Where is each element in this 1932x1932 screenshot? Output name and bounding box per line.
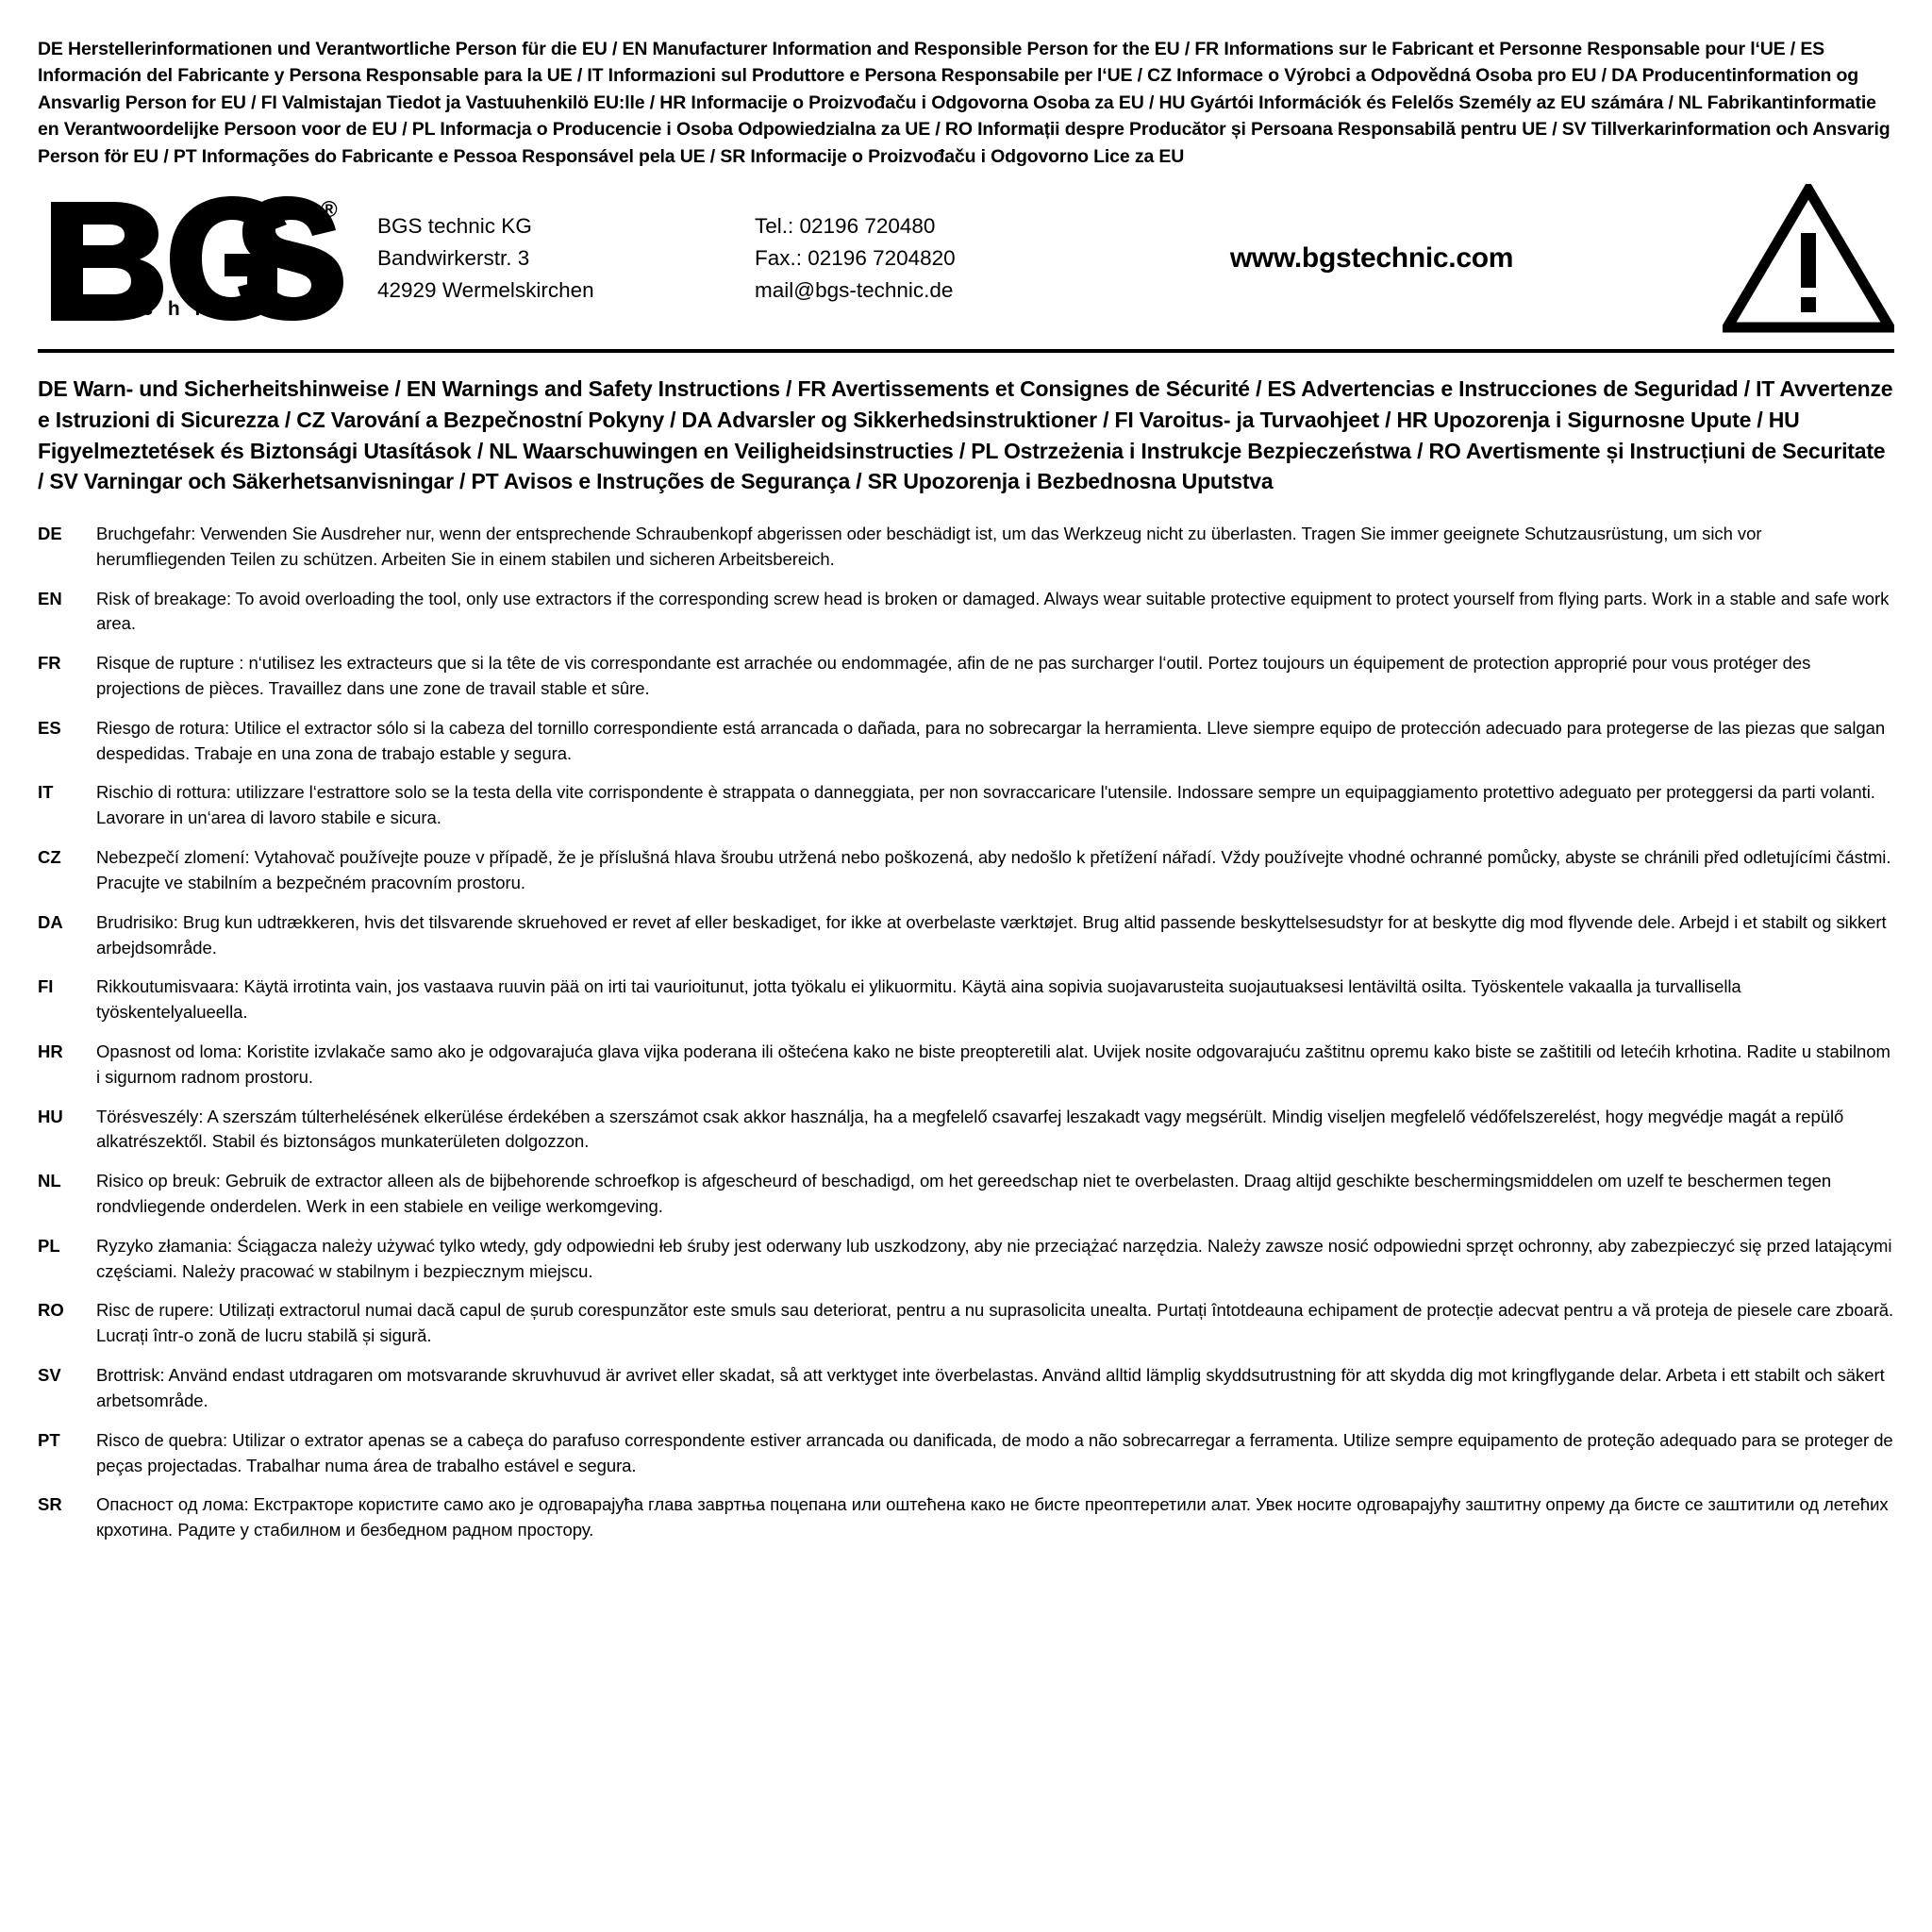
list-item [38,716,1894,767]
language-code: PT [38,1429,60,1450]
svg-text:®: ® [321,197,338,224]
list-item [38,845,1894,896]
instruction-text: Brottrisk: Använd endast utdragaren om motsvarande skruvhuvud är avrivet eller skadat, så att verktyget inte överbelastas. Använd alltid lämplig skyddsutrustning för att skydda dig mot kringflygande delar. Arbeta i ett stabilt och säkert arbetsområde. [96,1365,1885,1410]
language-code: FR [38,653,61,674]
list-item [38,1428,1894,1479]
instruction-text: Törésveszély: A szerszám túlterhelésének elkerülése érdekében a szerszámot csak akkor használja, ha a megfelelő csavarfej leszakadt vagy megsérült. Mindig viseljen megfelelő védőfelszerelést, hogy megvédje magát a repülő alkatrészektől. Stabil és biztonságos munkaterületen dolgozzon. [96,1106,1844,1152]
instruction-text: Risco de quebra: Utilizar o extrator apenas se a cabeça do parafuso correspondente estiver arrancada ou danificada, de modo a não sobrecarregar a ferramenta. Utilize sempre equipamento de proteção adequado para se proteger de peças projectadas. Trabalhar numa área de trabalho estável e segura. [96,1429,1893,1475]
company-street: Bandwirkerstr. 3 [377,246,530,271]
instruction-text: Risc de rupere: Utilizați extractorul numai dacă capul de șurub corespunzător este smuls sau deteriorat, pentru a nu suprasolicita unealta. Purtați întotdeauna echipament de protecție adecvat pentru a vă proteja de piesele care zboară. Lucrați într-o zonă de lucru stabilă și sigură. [96,1300,1894,1346]
instruction-text: Risico op breuk: Gebruik de extractor alleen als de bijbehorende schroefkop is afgescheurd of beschadigd, om het gereedschap niet te overbelasten. Draag altijd geschikte beschermingsmiddelen om uzelf te beschermen tegen rondvliegende onderdelen. Werk in een stabiele en veilige werkomgeving. [96,1171,1832,1217]
instruction-text: Rischio di rottura: utilizzare l‘estrattore solo se la testa della vite corrispondente è strappata o danneggiata, per non sovraccaricare l'utensile. Indossare sempre un equipaggiamento protettivo adeguato per proteggersi da parti volanti. Lavorare in un‘area di lavoro stabile e sicura. [96,782,1875,828]
language-code: PL [38,1235,60,1256]
instruction-text: Opasnost od loma: Koristite izvlakače samo ako je odgovarajuća glava vijka poderana ili oštećena kako ne biste preopteretili alat. Uvijek nosite odgovarajuću zaštitnu opremu kako biste se zaštitili od letećih krhotina. Radite u stabilnom i sigurnom radnom prostoru. [96,1041,1890,1087]
language-code: ES [38,717,61,738]
list-item [38,1105,1894,1156]
instruction-text: Опасност од лома: Екстракторе користите само ако је одговарајућа глава завртња поцепана или оштећена како не бисте преоптеретили алат. Увек носите одговарајућу заштитну опрему да бисте се заштитили од летећих крхотина. Радите у стабилном и безбедном радном простору. [96,1494,1889,1541]
warning-triangle [1715,184,1894,333]
instruction-text: Nebezpečí zlomení: Vytahovač používejte pouze v případě, že je příslušná hlava šroubu utržená nebo poškozená, aby nedošlo k přetížení nářadí. Vždy používejte vhodné ochranné pomůcky, abyste se chránili před odletujícími částmi. Pracujte ve stabilním a bezpečném pracovním prostoru. [96,847,1891,892]
language-code: DA [38,911,63,932]
instruction-text: Risque de rupture : n‘utilisez les extracteurs que si la tête de vis correspondante est arrachée ou endommagée, afin de ne pas surcharger l‘outil. Portez toujours un équipement de protection approprié pour vous protéger des projections de pièces. Travaillez dans une zone de travail stable et sûre. [96,653,1811,699]
company-city: 42929 Wermelskirchen [377,278,594,303]
bgs-logo [38,196,357,321]
svg-text:t e c h n i c: t e c h n i c [94,298,258,321]
page-title: DE Herstellerinformationen und Verantwortliche Person für die EU / EN Manufacturer Information and Responsible Person for the EU / FR Informations sur le Fabricant et Personne Responsable pour l‘UE / ES Información del Fabricante y Persona Responsable para la UE / IT Informazioni sul Produttore e Persona Responsabile per l‘UE / CZ Informace o Výrobci a Odpovědná Osoba pro EU / DA Producentinformation og Ansvarlig Person for EU / FI Valmistajan Tiedot ja Vastuuhenkilö EU:lle / HR Informacije o Proizvođaču i Odgovorna Osoba za EU / HU Gyártói Információk és Felelős Személy az EU számára / NL Fabrikantinformatie en Verantwoordelijke Persoon voor de EU / PL Informacja o Producencie i Osoba Odpowiedzialna za UE / RO Informații despre Producător și Persoana Responsabilă pentru UE / SV Tillverkarinformation och Ansvarig Person för EU / PT Informações do Fabricante e Pessoa Responsável pela UE / SR Informacije o Proizvođaču i Odgovorno Lice za EU [38,39,1890,167]
list-item [38,587,1894,638]
instruction-text: Risk of breakage: To avoid overloading the tool, only use extractors if the corresponding screw head is broken or damaged. Always wear suitable protective equipment to protect yourself from flying parts. Work in a stable and safe work area. [96,588,1890,634]
instruction-text: Riesgo de rotura: Utilice el extractor sólo si la cabeza del tornillo correspondiente está arrancada o dañada, para no sobrecargar la herramienta. Lleve siempre equipo de protección adecuado para protegerse de las piezas que salgan despedidas. Trabaje en una zona de trabajo estable y segura. [96,717,1886,763]
company-website: www.bgstechnic.com [1229,242,1514,275]
list-item [38,1492,1894,1543]
language-code: EN [38,588,62,608]
list-item [38,651,1894,702]
bgs-logo-icon [45,196,345,321]
list-item [38,974,1894,1025]
list-item [38,1298,1894,1349]
language-code: NL [38,1171,61,1191]
list-item [38,910,1894,961]
language-code: RO [38,1300,64,1321]
language-code: IT [38,782,54,803]
warnings-heading: DE Warn- und Sicherheitshinweise / EN Warnings and Safety Instructions / FR Avertissements et Consignes de Sécurité / ES Advertencias e Instrucciones de Seguridad / IT Avvertenze e Istruzioni di Sicurezza / CZ Varování a Bezpečnostní Pokyny / DA Advarsler og Sikkerhedsinstruktioner / FI Varoitus- ja Turvaohjeet / HR Upozorenja i Sigurnosne Upute / HU Figyelmeztetések és Biztonsági Utasítások / NL Waarschuwingen en Veiligheidsinstructies / PL Ostrzeżenia i Instrukcje Bezpieczeństwa / RO Avertismente și Instrucțiuni de Securitate / SV Varningar och Säkerhetsanvisningar / PT Avisos e Instruções de Segurança / SR Upozorenja i Bezbednosna Uputstva [38,376,1893,494]
list-item [38,780,1894,831]
warning-triangle-icon [1723,184,1894,333]
list-item [38,1363,1894,1414]
company-name: BGS technic KG [377,214,532,239]
company-contact [755,210,1066,308]
instruction-text: Ryzyko złamania: Ściągacza należy używać tylko wtedy, gdy odpowiedni łeb śruby jest oderwany lub uszkodzony, aby nie przeciążać narzędzia. Należy zawsze nosić odpowiedni sprzęt ochronny, aby zabezpieczyć się przed latającymi częściami. Należy pracować w stabilnym i bezpiecznym miejscu. [96,1235,1892,1281]
list-item [38,1040,1894,1091]
language-code: CZ [38,847,61,868]
list-item [38,1234,1894,1285]
language-code: DE [38,523,62,543]
language-code: SR [38,1494,62,1515]
instruction-text: Rikkoutumisvaara: Käytä irrotinta vain, jos vastaava ruuvin pää on irti tai vaurioitunut, jotta työkalu ei ylikuormitu. Käytä aina sopivia suojavarusteita suojautuaksesi lentäviltä osilta. Työskentele vakaalla ja turvallisella työskentelyalueella. [96,976,1741,1023]
list-item [38,522,1894,573]
company-email: mail@bgs-technic.de [755,278,954,303]
list-item [38,1169,1894,1220]
language-code: HR [38,1041,63,1061]
company-address [357,210,755,308]
company-fax: Fax.: 02196 7204820 [755,246,956,271]
language-code: SV [38,1365,61,1386]
instruction-text: Bruchgefahr: Verwenden Sie Ausdreher nur, wenn der entsprechende Schraubenkopf abgerissen oder beschädigt ist, um das Werkzeug nicht zu überlasten. Tragen Sie immer geeignete Schutzausrüstung, um sich vor herumfliegenden Teilen zu schützen. Arbeiten Sie in einem stabilen und sicheren Arbeitsbereich. [96,523,1762,569]
language-code: HU [38,1106,63,1126]
language-code: FI [38,976,54,997]
instruction-text: Brudrisiko: Brug kun udtrækkeren, hvis det tilsvarende skruehoved er revet af eller beskadiget, for ikke at overbelaste værktøjet. Brug altid passende beskyttelsesudstyr for at beskytte dig mod flyvende dele. Arbejd i et stabilt og sikkert arbejdsområde. [96,911,1887,958]
safety-instructions-list [38,522,1894,1543]
company-telephone: Tel.: 02196 720480 [755,214,936,239]
company-header-band [38,183,1894,353]
